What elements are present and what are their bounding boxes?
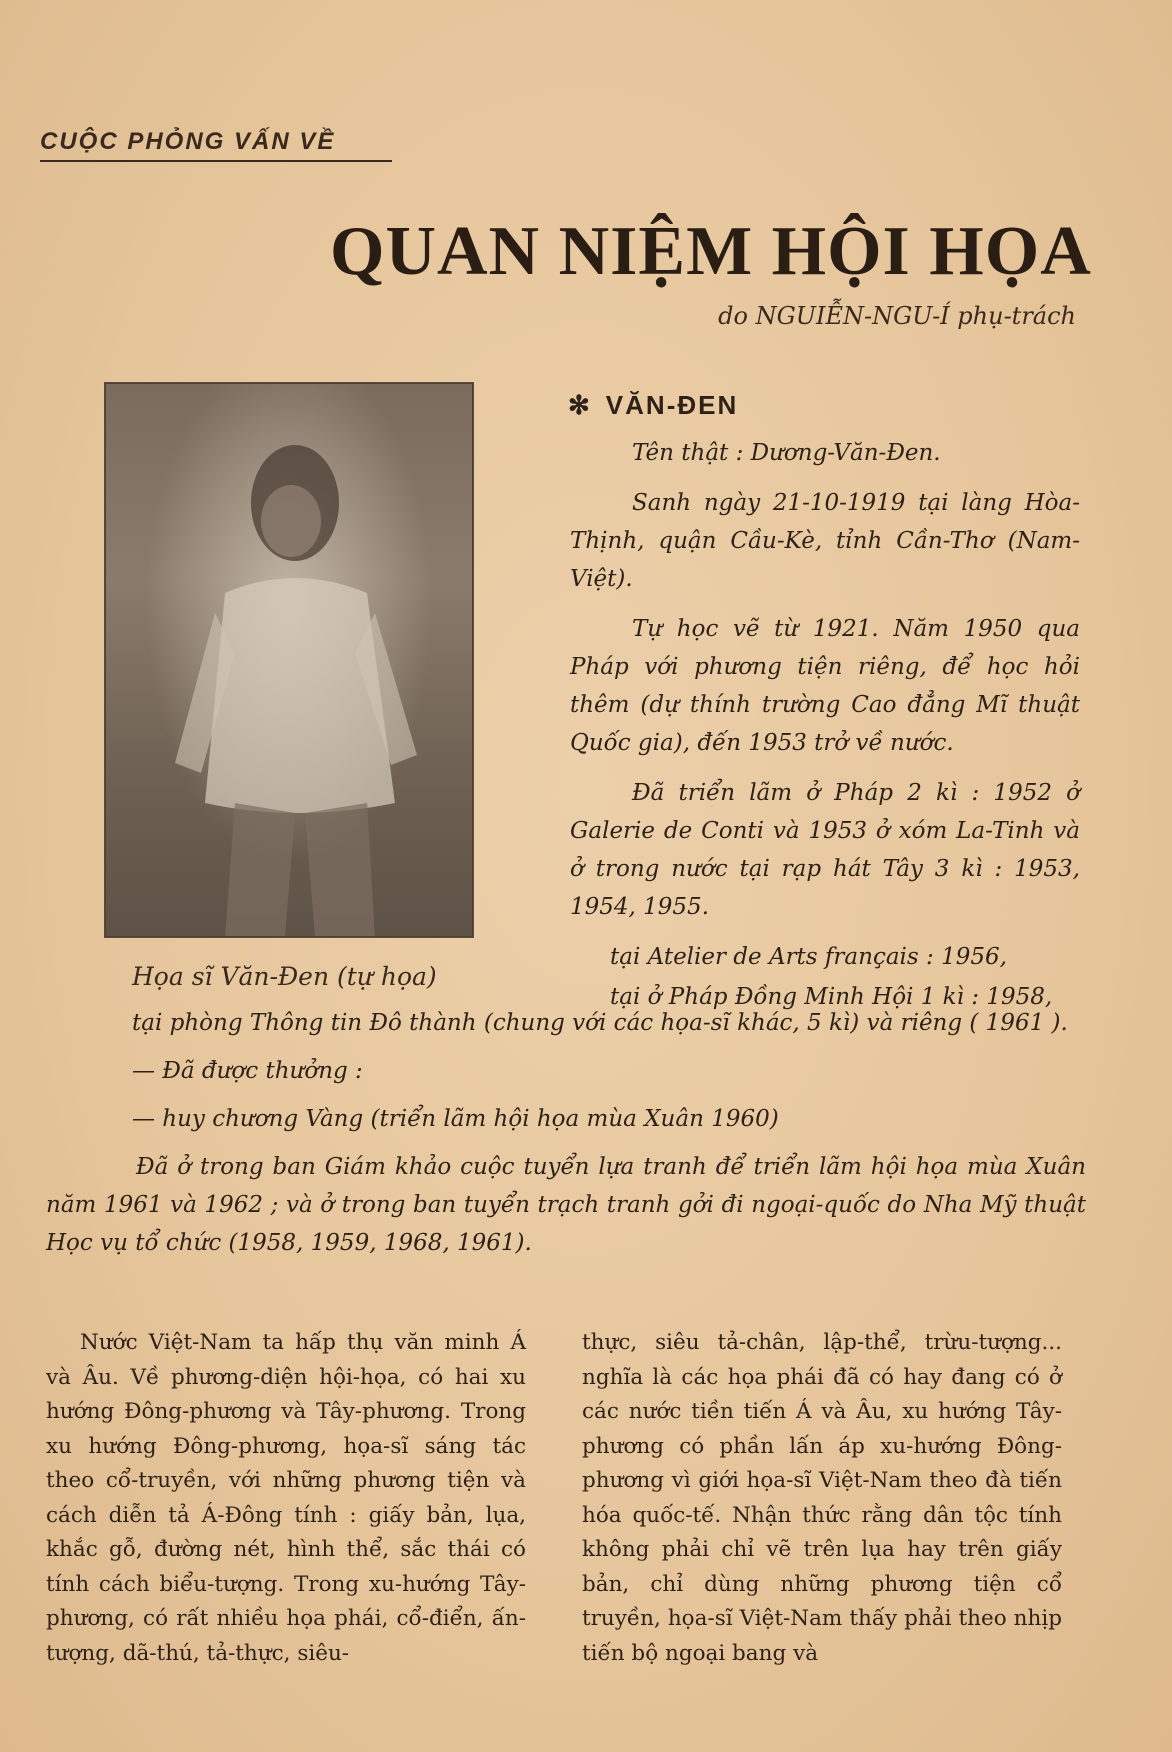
bio-real-name: Tên thật : Dương-Văn-Đen. <box>632 440 941 466</box>
bio-exhibitions: Đã triển lãm ở Pháp 2 kì : 1952 ở Galerie de Conti và 1953 ở xóm La-Tinh và ở trong nước tại rạp hát Tây 3 kì : 1953, 1954, 1955. <box>570 780 1080 920</box>
bio-atelier: tại Atelier de Arts français : 1956, <box>610 944 1007 970</box>
asterisk-icon: ✻ <box>568 390 592 420</box>
artist-name-heading <box>568 386 1080 424</box>
artist-name: VĂN-ĐEN <box>605 390 739 420</box>
body-column-left: Nước Việt-Nam ta hấp thụ văn minh Á và Âu. Về phương-diện hội-họa, có hai xu hướng Đông-phương và Tây-phương. Trong xu hướng Đông-phương, họa-sĩ sáng tác theo cổ-truyền, với những phương tiện và cách diễn tả Á-Đông tính : giấy bản, lụa, khắc gỗ, đường nét, hình thể, sắc thái có tính cách biểu-tượng. Trong xu-hướng Tây-phương, có rất nhiều họa phái, cổ-điển, ấn-tượng, dã-thú, tả-thực, siêu- <box>46 1330 526 1666</box>
artist-bio <box>570 386 1080 1018</box>
bio-awards-heading: — Đã được thưởng : <box>132 1058 363 1084</box>
bio-info-hall: tại phòng Thông tin Đô thành (chung với các họa-sĩ khác, 5 kì) và riêng ( 1961 ). <box>132 1010 1068 1036</box>
bio-study: Tự học vẽ từ 1921. Năm 1950 qua Pháp với phương tiện riêng, để học hỏi thêm (dự thính trường Cao đẳng Mĩ thuật Quốc gia), đến 1953 trở về nước. <box>570 616 1080 756</box>
section-kicker: CUỘC PHỎNG VẤN VỀ <box>40 128 392 162</box>
portrait-caption: Họa sĩ Văn-Đen (tự họa) <box>132 962 437 991</box>
body-column-right: thực, siêu tả-chân, lập-thể, trừu-tượng... nghĩa là các họa phái đã có hay đang có ở các nước tiền tiến Á và Âu, xu hướng Tây-phương có phần lấn áp xu-hướng Đông-phương vì giới họa-sĩ Việt-Nam theo đà tiến hóa quốc-tế. Nhận thức rằng dân tộc tính không phải chỉ vẽ trên lụa hay trên giấy bản, chỉ dùng những phương tiện cổ truyền, họa-sĩ Việt-Nam thấy phải theo nhịp tiến bộ ngoại bang và <box>582 1330 1062 1666</box>
bio-award-gold: — huy chương Vàng (triển lãm hội họa mùa Xuân 1960) <box>132 1106 779 1132</box>
portrait-figure <box>105 383 473 937</box>
bio-jury: Đã ở trong ban Giám khảo cuộc tuyển lựa tranh để triển lãm hội họa mùa Xuân năm 1961 và 1962 ; và ở trong ban tuyển trạch tranh gởi đi ngoại-quốc do Nha Mỹ thuật Học vụ tổ chức (1958, 1959, 1968, 1961). <box>46 1154 1086 1256</box>
bio-continued <box>46 1004 1086 1272</box>
bio-birth: Sanh ngày 21-10-1919 tại làng Hòa-Thịnh, quận Cầu-Kè, tỉnh Cần-Thơ (Nam-Việt). <box>570 490 1080 592</box>
article-byline: do NGUIỄN-NGU-Í phụ-trách <box>718 302 1076 330</box>
bio-alliance: tại ở Pháp Đồng Minh Hội 1 kì : 1958, <box>610 984 1053 1010</box>
self-portrait-photo <box>104 382 474 938</box>
article-headline: QUAN NIỆM HỘI HỌA <box>330 213 1092 290</box>
